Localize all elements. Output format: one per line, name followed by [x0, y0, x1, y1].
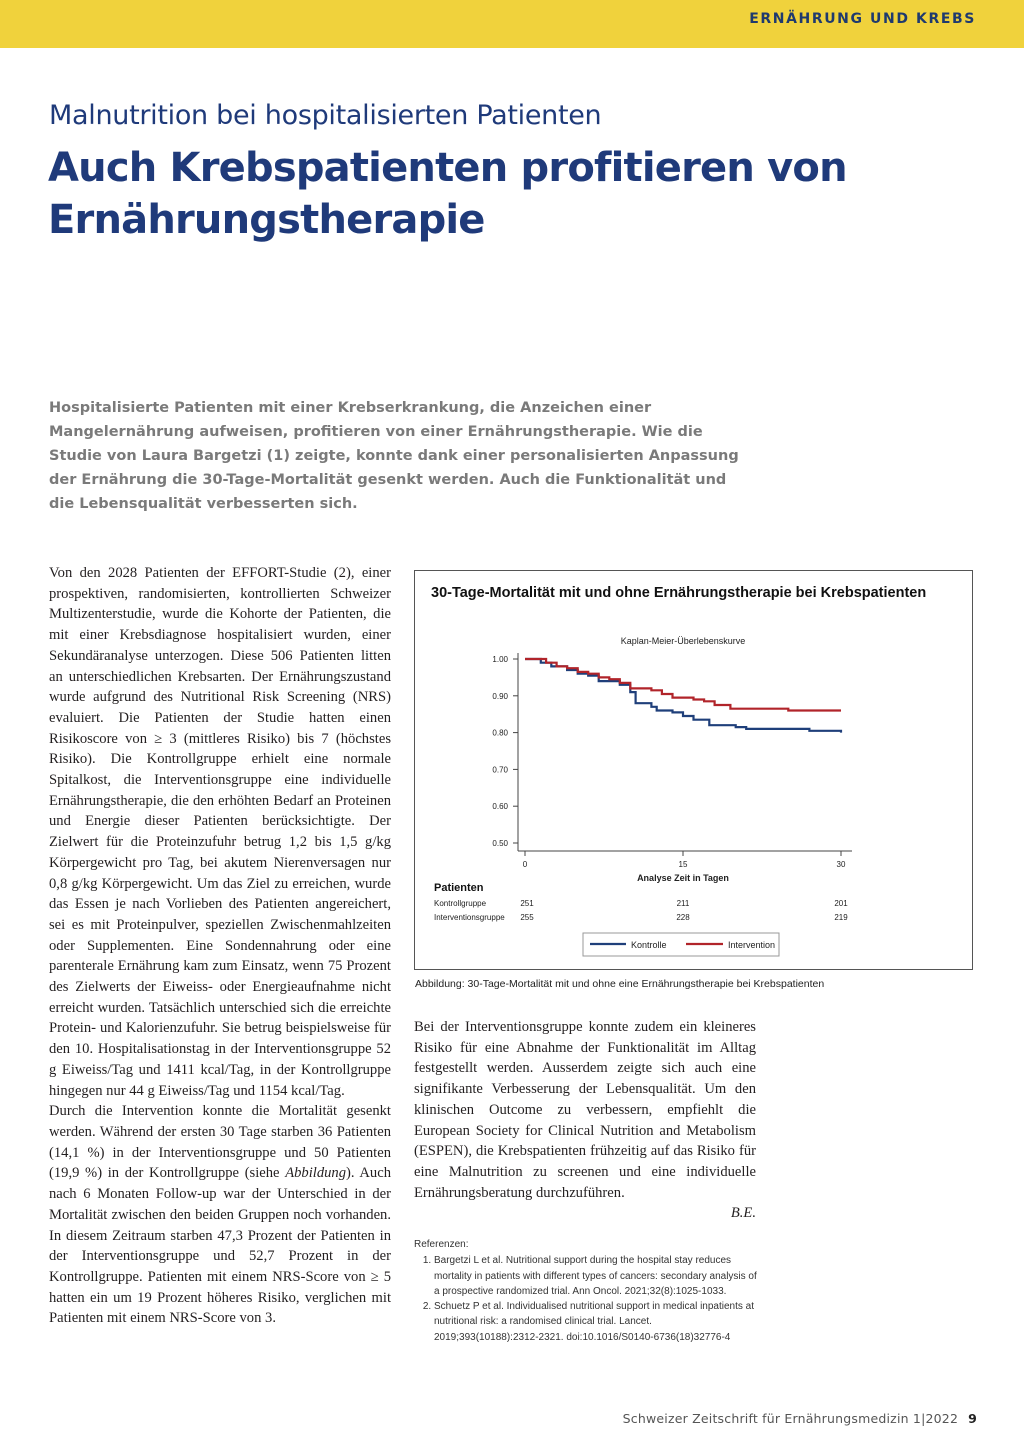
figure-caption: Abbildung: 30-Tage-Mortalität mit und ohne eine Ernährungstherapie bei Krebspatienten — [415, 978, 825, 990]
y-axis-ticks — [492, 655, 518, 848]
risk-row-label: Interventionsgruppe — [434, 913, 505, 922]
section-header-bar — [0, 0, 1024, 48]
body-paragraph: Von den 2028 Patienten der EFFORT-Studie (2), einer prospektiven, randomisierten, kontrollierten Schweizer Multizenterstudie, wurde die Kohorte der Patienten, die mit einer Krebsdiagnose hospitalisiert wurden, einer Sekundäranalyse unterzogen. Diese 506 Patienten litten an unterschiedlichen Krebsarten. Der Ernährungszustand wurde aufgrund des Nutritional Risk Screening (NRS) evaluiert. Die Patienten der Studie hatten einen Risikoscore von ≥ 3 (mittleres Risiko) bis 7 (höchstes Risiko). Die Kontrollgruppe erhielt eine normale Spitalkost, die Interventionsgruppe eine individuelle Ernährungstherapie, die den erhöhten Bedarf an Proteinen und Energie dieser Patienten berücksichtigte. Der Zielwert für die Proteinzufuhr betrug 1,2 bis 1,5 g/kg Körpergewicht pro Tag, bei akutem Nierenversagen nur 0,8 g/kg Körpergewicht. Um das Ziel zu erreichen, wurde das Essen je nach Vorlieben des Patienten angereichert, sei es mit Proteinpulver, speziellen Zwischenmahlzeiten oder Supplementen. Eine Sondennahrung oder eine parenterale Ernährung kam zum Einsatz, wenn 75 Prozent des Zielwerts der Eiweiss- oder Energieaufnahme nicht erreicht wurden. Tatsächlich unterschied sich die erreichte Protein- und Kalorienzufuhr. Sie betrug beispielsweise für den 10. Hospitalisationstag in der Interventionsgruppe 52 g Eiweiss/Tag und 1411 kcal/Tag, in der Kontrollgruppe hingegen nur 44 g Eiweiss/Tag und 1154 kcal/Tag. — [49, 565, 391, 1099]
x-tick-label: 0 — [522, 860, 528, 869]
body-text: ). Auch nach 6 Monaten Follow-up war der Unterschied in der Mortalität zwischen den beiden Gruppen noch vorhanden. In diesem Zeitraum starben 47,3 Prozent der Patienten in der Interventionsgruppe und 52,7 Prozent in der Kontrollgruppe. Patienten mit einem NRS-Score von ≥ 5 hatten ein um 19 Prozent höheres Risiko, verglichen mit Patienten mit einem NRS-Score von 3. — [49, 1165, 391, 1327]
page-number: 9 — [968, 1411, 977, 1426]
figure-box — [414, 570, 973, 970]
body-column-right — [414, 1017, 756, 1224]
reference-item: 1. Bargetzi L et al. Nutritional support during the hospital stay reduces mortality in patients with different types of cancers: secondary analysis of a prospective randomized trial. Ann Oncol. 2021;32(8):1025-1033. — [434, 1253, 759, 1299]
chart-title: 30-Tage-Mortalität mit und ohne Ernährungstherapie bei Krebspatienten — [431, 585, 927, 601]
kaplan-meier-chart — [415, 571, 972, 969]
series-line-intervention — [525, 659, 841, 711]
page-footer — [623, 1411, 977, 1426]
risk-row-value: 201 — [834, 899, 848, 908]
x-tick-label: 30 — [836, 860, 846, 869]
x-axis-label: Analyse Zeit in Tagen — [637, 873, 729, 883]
y-tick-label: 1.00 — [492, 655, 508, 664]
article-kicker: Malnutrition bei hospitalisierten Patienten — [49, 100, 602, 131]
risk-table-heading: Patienten — [434, 882, 484, 894]
references — [414, 1237, 759, 1345]
risk-row-value: 251 — [520, 899, 534, 908]
risk-row-label: Kontrollgruppe — [434, 899, 487, 908]
risk-row-value: 255 — [520, 913, 534, 922]
journal-name: Schweizer Zeitschrift für Ernährungsmedizin 1|2022 — [622, 1411, 959, 1426]
y-tick-label: 0.50 — [492, 839, 508, 848]
x-axis-ticks — [523, 851, 846, 869]
body-text: Durch die Intervention konnte die Mortalität gesenkt werden. Während der ersten 30 Tage starben 36 Patienten (14,1 %) in der Interventionsgruppe und 50 Patienten (19,9 %) in der Kontrollgruppe (siehe — [49, 1103, 391, 1182]
y-tick-label: 0.70 — [492, 765, 508, 775]
figure-reference: Abbildung — [285, 1165, 347, 1182]
risk-table — [434, 899, 848, 922]
reference-list — [414, 1253, 759, 1345]
reference-item: 2. Schuetz P et al. Individualised nutritional support in medical inpatients at nutritional risk: a randomised clinical trial. Lancet. 2019;393(10188):2312-2321. doi:10.1016/S0140-6736(18)32776-4 — [434, 1299, 759, 1345]
y-tick-label: 0.90 — [492, 691, 508, 701]
series-line-kontrolle — [525, 659, 841, 733]
risk-row-value: 228 — [676, 913, 690, 922]
section-label: ERNÄHRUNG UND KREBS — [749, 11, 976, 27]
body-column-left — [49, 563, 391, 1329]
legend-label-kontrolle: Kontrolle — [631, 940, 667, 950]
article-headline: Auch Krebspatienten profitieren von Ernährungstherapie — [48, 145, 847, 243]
y-tick-label: 0.60 — [492, 802, 508, 812]
article-lead: Hospitalisierte Patienten mit einer Krebserkrankung, die Anzeichen einer Mangelernährung aufweisen, profitieren von einer Ernährungstherapie. Wie die Studie von Laura Bargetzi (1) zeigte, konnte dank einer personalisierten Anpassung der Ernährung die 30-Tage-Mortalität gesenkt werden. Auch die Funktionalität und die Lebensqualität verbesserten sich. — [49, 400, 739, 512]
body-paragraph: Bei der Interventionsgruppe konnte zudem ein kleineres Risiko für eine Abnahme der Funktionalität im Alltag festgestellt werden. Ausserdem zeigte sich auch eine signifikante Verbesserung der Lebensqualität. Um den klinischen Outcome zu verbessern, empfiehlt die European Society for Clinical Nutrition and Metabolism (ESPEN), die Krebspatienten frühzeitig auf das Risiko für eine Malnutrition zu screenen und eine individuelle Ernährungsberatung durchzuführen. — [414, 1019, 756, 1201]
risk-row-value: 211 — [676, 899, 690, 908]
legend-label-intervention: Intervention — [728, 940, 776, 950]
chart-subtitle: Kaplan-Meier-Überlebenskurve — [620, 636, 746, 646]
author-signature: B.E. — [730, 1205, 756, 1222]
risk-row-value: 219 — [834, 913, 848, 922]
references-title: Referenzen: — [414, 1239, 469, 1250]
x-tick-label: 15 — [678, 860, 688, 869]
body-paragraph — [49, 1101, 391, 1329]
chart-legend — [583, 933, 779, 956]
y-tick-label: 0.80 — [492, 728, 508, 738]
chart-series — [525, 659, 841, 733]
